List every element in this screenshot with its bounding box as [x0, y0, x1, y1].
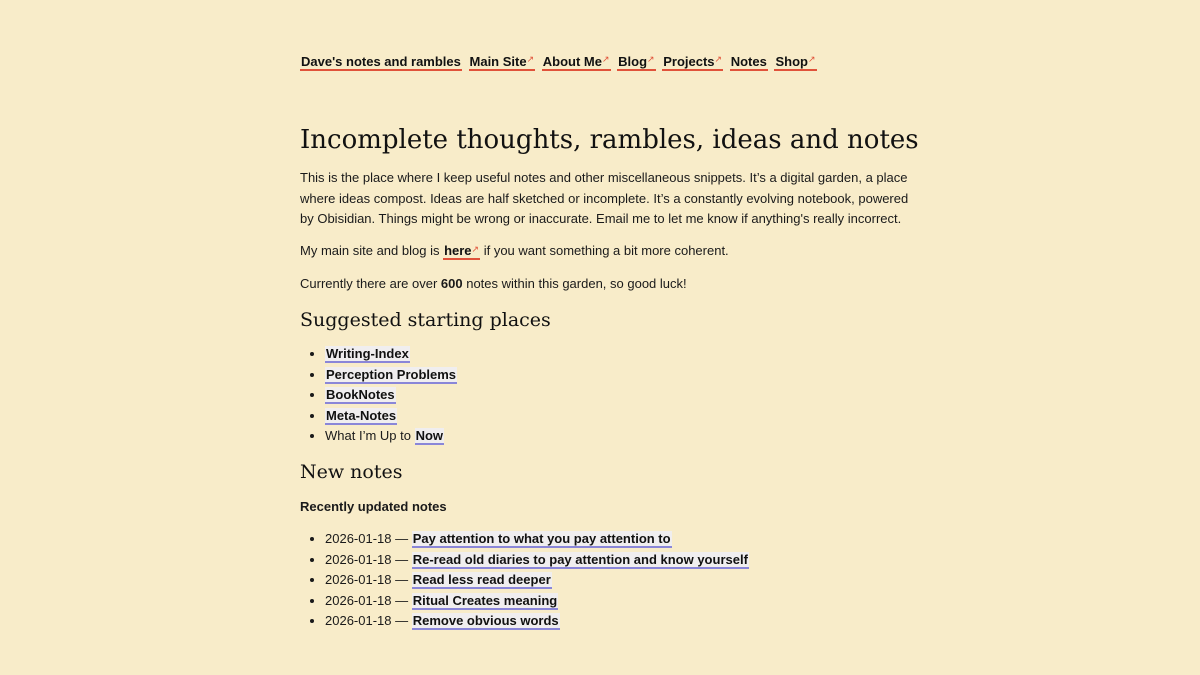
list-item	[325, 570, 749, 591]
note-count-prefix: Currently there are over	[300, 276, 441, 291]
nav-shop-link[interactable]	[774, 54, 816, 71]
note-count-suffix: notes within this garden, so good luck!	[462, 276, 687, 291]
list-item-prefix: What I’m Up to	[325, 428, 415, 443]
main-site-paragraph	[300, 241, 729, 261]
note-date: 2026-01-18 —	[325, 572, 412, 587]
nav-home-label: Dave's notes and rambles	[301, 54, 461, 69]
recent-note-link[interactable]: Remove obvious words	[412, 613, 559, 628]
recent-note-link[interactable]: Ritual Creates meaning	[412, 592, 558, 608]
external-link-icon: ↗	[526, 54, 535, 64]
top-nav	[300, 54, 820, 71]
list-item	[325, 611, 749, 632]
booknotes-link[interactable]: BookNotes	[326, 387, 395, 402]
nav-about-me-label: About Me	[542, 54, 602, 69]
nav-shop-label: Shop	[775, 54, 808, 69]
nav-main-site-link[interactable]	[469, 54, 536, 71]
list-item	[325, 365, 457, 386]
suggested-list	[300, 344, 457, 447]
nav-blog-link[interactable]	[617, 54, 655, 71]
external-link-icon: ↗	[601, 54, 610, 64]
nav-projects-label: Projects	[663, 54, 715, 69]
nav-main-site-label: Main Site	[469, 54, 527, 69]
now-link[interactable]: Now	[415, 428, 444, 443]
recent-note-link[interactable]: Pay attention to what you pay attention to	[412, 531, 671, 546]
nav-notes-label: Notes	[730, 54, 767, 69]
nav-projects-link[interactable]	[662, 54, 723, 71]
main-site-suffix: if you want something a bit more coherent.	[480, 243, 729, 258]
recent-note-link[interactable]: Read less read deeper	[412, 572, 551, 587]
page-title: Incomplete thoughts, rambles, ideas and notes	[300, 125, 919, 155]
recent-notes-list	[300, 529, 749, 632]
note-date: 2026-01-18 —	[325, 551, 412, 567]
list-item	[325, 406, 457, 427]
note-count-paragraph	[300, 274, 687, 294]
external-link-icon: ↗	[714, 54, 723, 64]
recent-note-link[interactable]: Re-read old diaries to pay attention and know yourself	[412, 551, 748, 567]
main-site-prefix: My main site and blog is	[300, 243, 444, 258]
list-item	[325, 426, 457, 447]
list-item	[325, 550, 749, 571]
intro-paragraph: This is the place where I keep useful notes and other miscellaneous snippets. It’s a digital garden, a place where ideas compost. Ideas are half sketched or incomplete. It’s a constantly evolving notebook, powered by Obisidian. Things might be wrong or inaccurate. Email me to let me know if anything's really incorrect.	[300, 170, 909, 226]
external-link-icon: ↗	[807, 54, 816, 64]
meta-notes-link[interactable]: Meta-Notes	[326, 407, 397, 423]
external-link-icon: ↗	[471, 244, 480, 254]
list-item	[325, 591, 749, 612]
note-date: 2026-01-18 —	[325, 613, 412, 628]
note-date: 2026-01-18 —	[325, 531, 412, 546]
note-count-number: 600	[440, 276, 463, 291]
main-site-here-link[interactable]	[443, 243, 480, 260]
perception-problems-link[interactable]: Perception Problems	[326, 366, 457, 382]
new-notes-heading: New notes	[300, 461, 403, 483]
note-date: 2026-01-18 —	[325, 592, 412, 608]
suggested-heading: Suggested starting places	[300, 309, 551, 331]
external-link-icon: ↗	[647, 54, 655, 64]
list-item	[325, 344, 457, 365]
here-link-label: here	[444, 243, 472, 258]
list-item	[325, 529, 749, 550]
nav-home-link[interactable]	[300, 54, 462, 71]
writing-index-link[interactable]: Writing-Index	[326, 346, 409, 361]
nav-notes-link[interactable]	[730, 54, 768, 71]
nav-about-me-link[interactable]	[542, 54, 611, 71]
nav-blog-label: Blog	[618, 54, 648, 69]
recently-updated-heading: Recently updated notes	[300, 499, 447, 514]
list-item	[325, 385, 457, 406]
